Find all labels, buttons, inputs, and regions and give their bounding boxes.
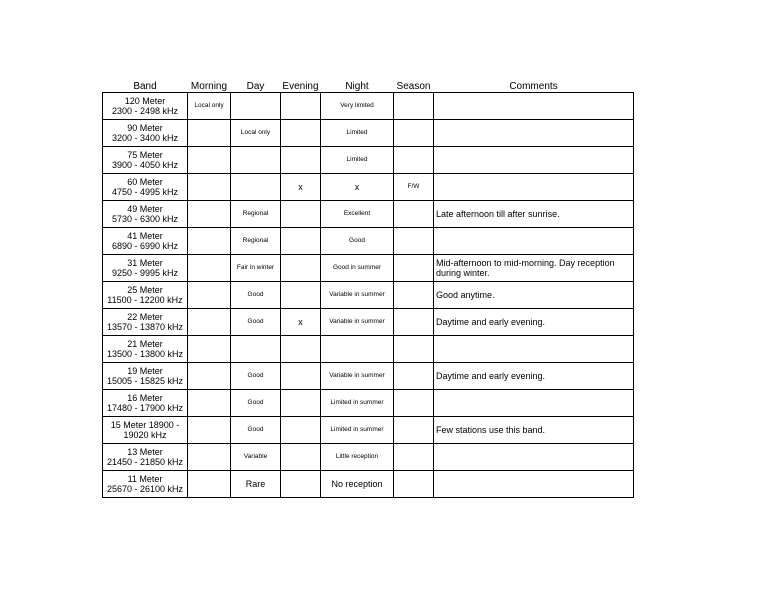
night-cell: Variable in summer <box>321 363 394 390</box>
header-comments: Comments <box>509 81 558 92</box>
band-frequency: 5730 - 6300 kHz <box>111 214 179 224</box>
band-frequency: 17480 - 17900 kHz <box>106 403 184 413</box>
night-cell: No reception <box>321 471 394 498</box>
evening-cell <box>281 201 321 228</box>
day-cell: Good <box>231 390 281 417</box>
night-cell: Excellent <box>321 201 394 228</box>
band-cell <box>103 417 188 444</box>
band-frequency: 9250 - 9995 kHz <box>111 268 179 278</box>
header-night: Night <box>345 81 369 92</box>
day-cell: Rare <box>231 471 281 498</box>
table-row <box>103 336 634 363</box>
evening-cell <box>281 147 321 174</box>
band-cell <box>103 309 188 336</box>
table-row <box>103 390 634 417</box>
season-cell <box>394 471 434 498</box>
table-row <box>103 282 634 309</box>
table-row <box>103 255 634 282</box>
table-row <box>103 120 634 147</box>
band-cell <box>103 147 188 174</box>
band-frequency: 13500 - 13800 kHz <box>106 349 184 359</box>
band-name: 13 Meter <box>127 447 163 457</box>
band-name: 11 Meter <box>127 474 163 484</box>
evening-cell <box>281 93 321 120</box>
season-cell <box>394 336 434 363</box>
morning-cell <box>188 201 231 228</box>
night-cell: Very limited <box>321 93 394 120</box>
day-cell: Fair in winter <box>231 255 281 282</box>
band-cell <box>103 174 188 201</box>
comments-cell <box>434 444 634 471</box>
comments-cell: Mid-afternoon to mid-morning. Day reception during winter. <box>434 255 634 282</box>
evening-cell <box>281 255 321 282</box>
day-cell: Good <box>231 309 281 336</box>
band-name: 120 Meter <box>124 96 166 106</box>
comments-cell: Daytime and early evening. <box>434 309 634 336</box>
morning-cell <box>188 282 231 309</box>
season-cell <box>394 228 434 255</box>
header-morning: Morning <box>190 81 228 92</box>
night-cell <box>321 336 394 363</box>
night-cell: Good <box>321 228 394 255</box>
table-row <box>103 363 634 390</box>
table-row <box>103 228 634 255</box>
day-cell: Good <box>231 417 281 444</box>
band-frequency: 4750 - 4995 kHz <box>111 187 179 197</box>
morning-cell <box>188 147 231 174</box>
band-frequency: 6890 - 6990 kHz <box>111 241 179 251</box>
night-cell: Limited in summer <box>321 417 394 444</box>
season-cell <box>394 417 434 444</box>
evening-cell <box>281 363 321 390</box>
band-name: 15 Meter 18900 - <box>110 420 180 430</box>
band-cell <box>103 282 188 309</box>
table-row <box>103 309 634 336</box>
band-name: 90 Meter <box>127 123 163 133</box>
header-season: Season <box>396 81 431 92</box>
day-cell <box>231 147 281 174</box>
comments-cell: Few stations use this band. <box>434 417 634 444</box>
season-cell <box>394 309 434 336</box>
season-cell <box>394 255 434 282</box>
header-day: Day <box>246 81 265 92</box>
comments-cell: Late afternoon till after sunrise. <box>434 201 634 228</box>
morning-cell <box>188 228 231 255</box>
day-cell: Good <box>231 363 281 390</box>
evening-cell <box>281 282 321 309</box>
season-cell <box>394 444 434 471</box>
night-cell: Limited in summer <box>321 390 394 417</box>
morning-cell <box>188 120 231 147</box>
season-cell <box>394 120 434 147</box>
header-evening: Evening <box>282 81 319 92</box>
day-cell <box>231 174 281 201</box>
evening-cell: x <box>281 309 321 336</box>
comments-cell <box>434 120 634 147</box>
band-cell <box>103 444 188 471</box>
header-row <box>103 78 634 93</box>
evening-cell <box>281 471 321 498</box>
band-name: 75 Meter <box>127 150 163 160</box>
day-cell <box>231 93 281 120</box>
morning-cell <box>188 471 231 498</box>
morning-cell <box>188 309 231 336</box>
season-cell <box>394 390 434 417</box>
table-row <box>103 174 634 201</box>
band-frequency: 21450 - 21850 kHz <box>106 457 184 467</box>
table-row <box>103 93 634 120</box>
evening-cell <box>281 336 321 363</box>
morning-cell <box>188 363 231 390</box>
evening-cell <box>281 390 321 417</box>
band-name: 21 Meter <box>127 339 163 349</box>
night-cell: Limited <box>321 147 394 174</box>
night-cell: Limited <box>321 120 394 147</box>
band-frequency: 15005 - 15825 kHz <box>106 376 184 386</box>
season-cell <box>394 93 434 120</box>
day-cell: Regional <box>231 201 281 228</box>
night-cell: Good in summer <box>321 255 394 282</box>
season-cell: F/W <box>394 174 434 201</box>
night-cell: Little reception <box>321 444 394 471</box>
band-cell <box>103 255 188 282</box>
day-cell: Good <box>231 282 281 309</box>
shortwave-band-table <box>102 78 634 498</box>
band-frequency: 2300 - 2498 kHz <box>111 106 179 116</box>
season-cell <box>394 201 434 228</box>
comments-cell <box>434 174 634 201</box>
band-frequency: 19020 kHz <box>123 430 167 440</box>
evening-cell <box>281 444 321 471</box>
band-name: 16 Meter <box>127 393 163 403</box>
morning-cell: Local only <box>188 93 231 120</box>
comments-cell: Good anytime. <box>434 282 634 309</box>
evening-cell <box>281 120 321 147</box>
band-cell <box>103 336 188 363</box>
band-cell <box>103 228 188 255</box>
morning-cell <box>188 336 231 363</box>
table-row <box>103 201 634 228</box>
morning-cell <box>188 444 231 471</box>
night-cell: Variable in summer <box>321 309 394 336</box>
table-row <box>103 147 634 174</box>
band-cell <box>103 93 188 120</box>
band-frequency: 3200 - 3400 kHz <box>111 133 179 143</box>
night-cell: x <box>321 174 394 201</box>
band-name: 49 Meter <box>127 204 163 214</box>
season-cell <box>394 147 434 174</box>
table-row <box>103 471 634 498</box>
band-name: 31 Meter <box>127 258 163 268</box>
night-cell: Variable in summer <box>321 282 394 309</box>
season-cell <box>394 363 434 390</box>
band-cell <box>103 201 188 228</box>
band-cell <box>103 390 188 417</box>
header-band: Band <box>133 81 157 92</box>
band-name: 19 Meter <box>127 366 163 376</box>
comments-cell <box>434 93 634 120</box>
band-cell <box>103 363 188 390</box>
day-cell: Local only <box>231 120 281 147</box>
band-name: 41 Meter <box>127 231 163 241</box>
comments-cell <box>434 228 634 255</box>
morning-cell <box>188 417 231 444</box>
evening-cell: x <box>281 174 321 201</box>
band-name: 22 Meter <box>127 312 163 322</box>
morning-cell <box>188 390 231 417</box>
day-cell <box>231 336 281 363</box>
band-frequency: 11500 - 12200 kHz <box>107 295 183 305</box>
band-table-container <box>102 78 634 498</box>
band-cell <box>103 120 188 147</box>
table-row <box>103 417 634 444</box>
morning-cell <box>188 174 231 201</box>
comments-cell <box>434 147 634 174</box>
day-cell: Variable <box>231 444 281 471</box>
evening-cell <box>281 417 321 444</box>
table-row <box>103 444 634 471</box>
comments-cell <box>434 336 634 363</box>
comments-cell: Daytime and early evening. <box>434 363 634 390</box>
table-body <box>103 93 634 498</box>
band-frequency: 3900 - 4050 kHz <box>111 160 179 170</box>
band-cell <box>103 471 188 498</box>
band-name: 60 Meter <box>127 177 163 187</box>
evening-cell <box>281 228 321 255</box>
band-frequency: 13570 - 13870 kHz <box>106 322 184 332</box>
day-cell: Regional <box>231 228 281 255</box>
comments-cell <box>434 471 634 498</box>
morning-cell <box>188 255 231 282</box>
comments-cell <box>434 390 634 417</box>
season-cell <box>394 282 434 309</box>
band-frequency: 25670 - 26100 kHz <box>106 484 184 494</box>
band-name: 25 Meter <box>127 285 163 295</box>
